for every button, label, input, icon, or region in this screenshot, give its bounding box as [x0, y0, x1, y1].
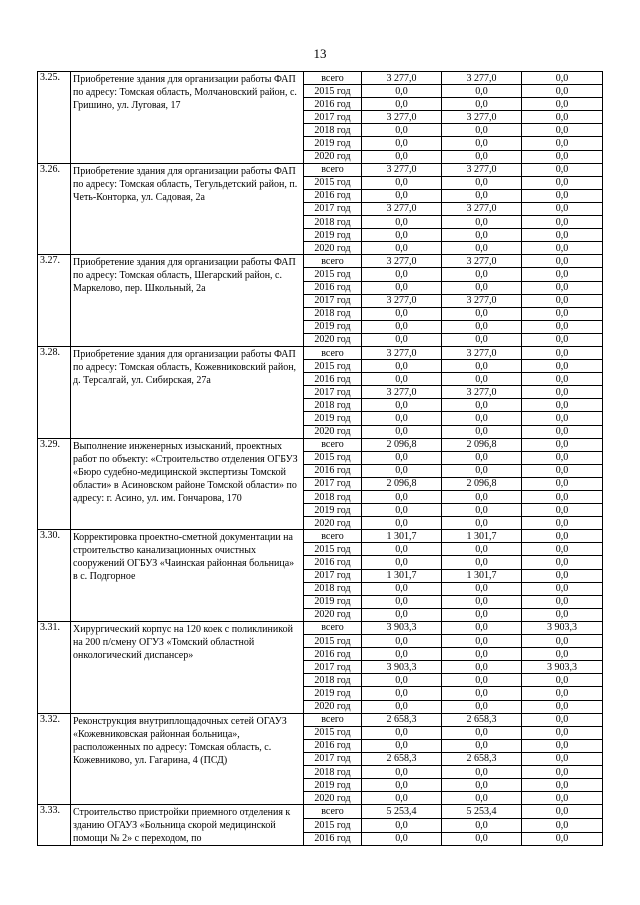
total-value: 0,0: [362, 687, 442, 700]
year-label: 2019 год: [304, 229, 362, 242]
year-label: 2015 год: [304, 635, 362, 648]
federal-budget-value: 0,0: [522, 150, 603, 163]
regional-budget-value: 0,0: [442, 399, 522, 412]
total-value: 1 301,7: [362, 569, 442, 582]
regional-budget-value: 0,0: [442, 700, 522, 713]
item-number: 3.30.: [38, 530, 71, 622]
regional-budget-value: 0,0: [442, 98, 522, 111]
total-value: 0,0: [362, 412, 442, 425]
federal-budget-value: 0,0: [522, 412, 603, 425]
federal-budget-value: 0,0: [522, 491, 603, 504]
year-label: 2019 год: [304, 504, 362, 517]
regional-budget-value: 1 301,7: [442, 569, 522, 582]
item-description: Приобретение здания для организации работы ФАП по адресу: Томская область, Молчановский район, с. Гришино, ул. Луговая, 17: [71, 72, 304, 164]
year-label: 2015 год: [304, 818, 362, 832]
regional-budget-value: 0,0: [442, 674, 522, 687]
year-label: всего: [304, 163, 362, 176]
regional-budget-value: 2 096,8: [442, 477, 522, 490]
regional-budget-value: 0,0: [442, 779, 522, 792]
total-value: 0,0: [362, 595, 442, 608]
federal-budget-value: 0,0: [522, 333, 603, 346]
federal-budget-value: 0,0: [522, 189, 603, 202]
regional-budget-value: 0,0: [442, 556, 522, 569]
regional-budget-value: 0,0: [442, 635, 522, 648]
regional-budget-value: 0,0: [442, 412, 522, 425]
year-label: 2017 год: [304, 386, 362, 399]
federal-budget-value: 0,0: [522, 595, 603, 608]
federal-budget-value: 0,0: [522, 517, 603, 530]
year-label: 2018 год: [304, 674, 362, 687]
total-value: 0,0: [362, 491, 442, 504]
year-label: 2019 год: [304, 137, 362, 150]
regional-budget-value: 0,0: [442, 543, 522, 556]
federal-budget-value: 0,0: [522, 72, 603, 85]
regional-budget-value: 0,0: [442, 504, 522, 517]
total-value: 0,0: [362, 635, 442, 648]
federal-budget-value: 0,0: [522, 779, 603, 792]
regional-budget-value: 0,0: [442, 687, 522, 700]
year-label: 2015 год: [304, 451, 362, 464]
total-value: 0,0: [362, 674, 442, 687]
federal-budget-value: 0,0: [522, 242, 603, 255]
year-label: 2015 год: [304, 726, 362, 739]
regional-budget-value: 3 277,0: [442, 346, 522, 359]
federal-budget-value: 0,0: [522, 85, 603, 98]
federal-budget-value: 0,0: [522, 137, 603, 150]
regional-budget-value: 3 277,0: [442, 72, 522, 85]
total-value: 0,0: [362, 360, 442, 373]
total-value: 0,0: [362, 818, 442, 832]
table-row: [38, 72, 603, 85]
year-label: 2020 год: [304, 242, 362, 255]
regional-budget-value: 0,0: [442, 242, 522, 255]
regional-budget-value: 0,0: [442, 85, 522, 98]
total-value: 0,0: [362, 320, 442, 333]
total-value: 0,0: [362, 504, 442, 517]
page-number: 13: [313, 46, 327, 61]
year-label: 2020 год: [304, 150, 362, 163]
year-label: 2019 год: [304, 595, 362, 608]
year-label: 2015 год: [304, 176, 362, 189]
year-label: 2016 год: [304, 189, 362, 202]
table-row: [38, 346, 603, 359]
year-label: 2018 год: [304, 124, 362, 137]
year-label: всего: [304, 346, 362, 359]
regional-budget-value: 0,0: [442, 229, 522, 242]
regional-budget-value: 0,0: [442, 281, 522, 294]
federal-budget-value: 0,0: [522, 818, 603, 832]
federal-budget-value: 0,0: [522, 805, 603, 819]
item-number: 3.32.: [38, 713, 71, 805]
total-value: 3 903,3: [362, 621, 442, 634]
total-value: 0,0: [362, 137, 442, 150]
federal-budget-value: 0,0: [522, 438, 603, 451]
regional-budget-value: 0,0: [442, 491, 522, 504]
total-value: 0,0: [362, 307, 442, 320]
regional-budget-value: 0,0: [442, 621, 522, 634]
total-value: 2 096,8: [362, 477, 442, 490]
total-value: 0,0: [362, 517, 442, 530]
regional-budget-value: 5 253,4: [442, 805, 522, 819]
year-label: 2020 год: [304, 700, 362, 713]
regional-budget-value: 0,0: [442, 373, 522, 386]
regional-budget-value: 0,0: [442, 726, 522, 739]
regional-budget-value: 2 096,8: [442, 438, 522, 451]
federal-budget-value: 0,0: [522, 752, 603, 765]
year-label: 2017 год: [304, 752, 362, 765]
federal-budget-value: 3 903,3: [522, 621, 603, 634]
federal-budget-value: 0,0: [522, 765, 603, 778]
total-value: 0,0: [362, 268, 442, 281]
total-value: 0,0: [362, 765, 442, 778]
total-value: 0,0: [362, 399, 442, 412]
federal-budget-value: 0,0: [522, 543, 603, 556]
total-value: 3 277,0: [362, 255, 442, 268]
total-value: 0,0: [362, 726, 442, 739]
federal-budget-value: 0,0: [522, 635, 603, 648]
total-value: 0,0: [362, 373, 442, 386]
federal-budget-value: 0,0: [522, 281, 603, 294]
federal-budget-value: 0,0: [522, 648, 603, 661]
regional-budget-value: 0,0: [442, 648, 522, 661]
item-description: Выполнение инженерных изысканий, проектных работ по объекту: «Строительство отделения ОГБУЗ «Бюро судебно-медицинской экспертизы Томской области» в Асиновском районе Томской области» по адресу: г. Асино, ул. им. Гончарова, 170: [71, 438, 304, 530]
year-label: всего: [304, 255, 362, 268]
year-label: 2020 год: [304, 333, 362, 346]
year-label: 2017 год: [304, 661, 362, 674]
regional-budget-value: 3 277,0: [442, 294, 522, 307]
regional-budget-value: 0,0: [442, 189, 522, 202]
total-value: 0,0: [362, 85, 442, 98]
total-value: 3 277,0: [362, 386, 442, 399]
federal-budget-value: 3 903,3: [522, 661, 603, 674]
year-label: 2017 год: [304, 477, 362, 490]
regional-budget-value: 0,0: [442, 595, 522, 608]
regional-budget-value: 3 277,0: [442, 163, 522, 176]
regional-budget-value: 0,0: [442, 176, 522, 189]
federal-budget-value: 0,0: [522, 98, 603, 111]
regional-budget-value: 0,0: [442, 464, 522, 477]
total-value: 0,0: [362, 281, 442, 294]
regional-budget-value: 0,0: [442, 661, 522, 674]
year-label: 2016 год: [304, 556, 362, 569]
year-label: 2015 год: [304, 85, 362, 98]
federal-budget-value: 0,0: [522, 346, 603, 359]
year-label: 2016 год: [304, 281, 362, 294]
total-value: 0,0: [362, 739, 442, 752]
table-row: [38, 713, 603, 726]
item-description: Приобретение здания для организации работы ФАП по адресу: Томская область, Шегарский район, с. Маркелово, пер. Школьный, 2а: [71, 255, 304, 347]
regional-budget-value: 0,0: [442, 608, 522, 621]
total-value: 1 301,7: [362, 530, 442, 543]
total-value: 0,0: [362, 464, 442, 477]
total-value: 0,0: [362, 451, 442, 464]
year-label: 2016 год: [304, 373, 362, 386]
regional-budget-value: 0,0: [442, 360, 522, 373]
budget-table: [37, 71, 603, 846]
item-description: Хирургический корпус на 120 коек с поликлиникой на 200 п/смену ОГУЗ «Томский областной онкологический диспансер»: [71, 621, 304, 713]
total-value: 0,0: [362, 700, 442, 713]
regional-budget-value: 1 301,7: [442, 530, 522, 543]
total-value: 0,0: [362, 229, 442, 242]
year-label: всего: [304, 438, 362, 451]
year-label: 2018 год: [304, 399, 362, 412]
federal-budget-value: 0,0: [522, 386, 603, 399]
table-row: [38, 438, 603, 451]
item-description: Реконструкция внутриплощадочных сетей ОГАУЗ «Кожевниковская районная больница», расположенных по адресу: Томская область, с. Кожевниково, ул. Гагарина, 4 (ПСД): [71, 713, 304, 805]
year-label: 2018 год: [304, 216, 362, 229]
year-label: 2016 год: [304, 98, 362, 111]
federal-budget-value: 0,0: [522, 504, 603, 517]
total-value: 0,0: [362, 242, 442, 255]
regional-budget-value: 0,0: [442, 320, 522, 333]
total-value: 3 903,3: [362, 661, 442, 674]
federal-budget-value: 0,0: [522, 687, 603, 700]
item-number: 3.33.: [38, 805, 71, 846]
total-value: 3 277,0: [362, 163, 442, 176]
total-value: 0,0: [362, 333, 442, 346]
table-row: [38, 621, 603, 634]
federal-budget-value: 0,0: [522, 216, 603, 229]
total-value: 3 277,0: [362, 346, 442, 359]
total-value: 0,0: [362, 425, 442, 438]
federal-budget-value: 0,0: [522, 229, 603, 242]
regional-budget-value: 0,0: [442, 451, 522, 464]
federal-budget-value: 0,0: [522, 739, 603, 752]
regional-budget-value: 0,0: [442, 124, 522, 137]
year-label: 2018 год: [304, 765, 362, 778]
regional-budget-value: 0,0: [442, 425, 522, 438]
regional-budget-value: 0,0: [442, 792, 522, 805]
regional-budget-value: 3 277,0: [442, 386, 522, 399]
federal-budget-value: 0,0: [522, 608, 603, 621]
total-value: 0,0: [362, 556, 442, 569]
item-description: Приобретение здания для организации работы ФАП по адресу: Томская область, Тегульдетский район, п. Четь-Конторка, ул. Садовая, 2а: [71, 163, 304, 255]
federal-budget-value: 0,0: [522, 556, 603, 569]
regional-budget-value: 0,0: [442, 832, 522, 846]
federal-budget-value: 0,0: [522, 255, 603, 268]
federal-budget-value: 0,0: [522, 451, 603, 464]
total-value: 0,0: [362, 543, 442, 556]
item-description: Корректировка проектно-сметной документации на строительство канализационных очистных сооружений ОГБУЗ «Чаинская районная больница» в с. Подгорное: [71, 530, 304, 622]
year-label: 2016 год: [304, 648, 362, 661]
regional-budget-value: 0,0: [442, 333, 522, 346]
item-number: 3.25.: [38, 72, 71, 164]
year-label: 2020 год: [304, 608, 362, 621]
federal-budget-value: 0,0: [522, 176, 603, 189]
total-value: 0,0: [362, 98, 442, 111]
regional-budget-value: 0,0: [442, 765, 522, 778]
total-value: 2 096,8: [362, 438, 442, 451]
year-label: 2018 год: [304, 491, 362, 504]
total-value: 0,0: [362, 582, 442, 595]
year-label: 2017 год: [304, 202, 362, 215]
federal-budget-value: 0,0: [522, 202, 603, 215]
table-row: [38, 530, 603, 543]
regional-budget-value: 0,0: [442, 268, 522, 281]
federal-budget-value: 0,0: [522, 373, 603, 386]
year-label: 2020 год: [304, 425, 362, 438]
year-label: 2017 год: [304, 294, 362, 307]
table-row: [38, 163, 603, 176]
federal-budget-value: 0,0: [522, 530, 603, 543]
total-value: 3 277,0: [362, 202, 442, 215]
total-value: 0,0: [362, 124, 442, 137]
year-label: 2015 год: [304, 543, 362, 556]
year-label: 2019 год: [304, 779, 362, 792]
total-value: 0,0: [362, 608, 442, 621]
year-label: 2020 год: [304, 517, 362, 530]
federal-budget-value: 0,0: [522, 477, 603, 490]
total-value: 0,0: [362, 189, 442, 202]
federal-budget-value: 0,0: [522, 163, 603, 176]
federal-budget-value: 0,0: [522, 320, 603, 333]
item-number: 3.27.: [38, 255, 71, 347]
federal-budget-value: 0,0: [522, 307, 603, 320]
regional-budget-value: 0,0: [442, 216, 522, 229]
year-label: всего: [304, 72, 362, 85]
year-label: 2019 год: [304, 320, 362, 333]
regional-budget-value: 0,0: [442, 818, 522, 832]
federal-budget-value: 0,0: [522, 111, 603, 124]
regional-budget-value: 2 658,3: [442, 713, 522, 726]
year-label: 2017 год: [304, 111, 362, 124]
year-label: 2016 год: [304, 464, 362, 477]
regional-budget-value: 0,0: [442, 150, 522, 163]
federal-budget-value: 0,0: [522, 399, 603, 412]
regional-budget-value: 0,0: [442, 137, 522, 150]
federal-budget-value: 0,0: [522, 726, 603, 739]
total-value: 3 277,0: [362, 294, 442, 307]
federal-budget-value: 0,0: [522, 360, 603, 373]
total-value: 2 658,3: [362, 752, 442, 765]
federal-budget-value: 0,0: [522, 582, 603, 595]
year-label: всего: [304, 530, 362, 543]
total-value: 0,0: [362, 176, 442, 189]
federal-budget-value: 0,0: [522, 124, 603, 137]
regional-budget-value: 0,0: [442, 307, 522, 320]
year-label: 2016 год: [304, 832, 362, 846]
year-label: 2020 год: [304, 792, 362, 805]
regional-budget-value: 0,0: [442, 582, 522, 595]
year-label: всего: [304, 713, 362, 726]
federal-budget-value: 0,0: [522, 569, 603, 582]
total-value: 3 277,0: [362, 111, 442, 124]
federal-budget-value: 0,0: [522, 425, 603, 438]
regional-budget-value: 0,0: [442, 517, 522, 530]
total-value: 0,0: [362, 150, 442, 163]
item-description: Строительство пристройки приемного отделения к зданию ОГАУЗ «Больница скорой медицинской помощи № 2» с переходом, по: [71, 805, 304, 846]
year-label: 2015 год: [304, 268, 362, 281]
regional-budget-value: 2 658,3: [442, 752, 522, 765]
federal-budget-value: 0,0: [522, 792, 603, 805]
item-number: 3.28.: [38, 346, 71, 438]
year-label: 2015 год: [304, 360, 362, 373]
total-value: 3 277,0: [362, 72, 442, 85]
federal-budget-value: 0,0: [522, 700, 603, 713]
federal-budget-value: 0,0: [522, 464, 603, 477]
item-description: Приобретение здания для организации работы ФАП по адресу: Томская область, Кожевниковский район, д. Терсалгай, ул. Сибирская, 27а: [71, 346, 304, 438]
table-row: [38, 255, 603, 268]
item-number: 3.29.: [38, 438, 71, 530]
item-number: 3.31.: [38, 621, 71, 713]
federal-budget-value: 0,0: [522, 713, 603, 726]
total-value: 0,0: [362, 216, 442, 229]
federal-budget-value: 0,0: [522, 294, 603, 307]
year-label: 2017 год: [304, 569, 362, 582]
table-row: [38, 805, 603, 819]
regional-budget-value: 3 277,0: [442, 111, 522, 124]
total-value: 0,0: [362, 832, 442, 846]
year-label: 2019 год: [304, 412, 362, 425]
year-label: 2019 год: [304, 687, 362, 700]
regional-budget-value: 3 277,0: [442, 255, 522, 268]
federal-budget-value: 0,0: [522, 674, 603, 687]
regional-budget-value: 0,0: [442, 739, 522, 752]
total-value: 0,0: [362, 779, 442, 792]
item-number: 3.26.: [38, 163, 71, 255]
federal-budget-value: 0,0: [522, 832, 603, 846]
regional-budget-value: 3 277,0: [442, 202, 522, 215]
year-label: всего: [304, 805, 362, 819]
year-label: 2018 год: [304, 307, 362, 320]
total-value: 0,0: [362, 648, 442, 661]
year-label: 2016 год: [304, 739, 362, 752]
year-label: всего: [304, 621, 362, 634]
total-value: 0,0: [362, 792, 442, 805]
federal-budget-value: 0,0: [522, 268, 603, 281]
total-value: 5 253,4: [362, 805, 442, 819]
year-label: 2018 год: [304, 582, 362, 595]
total-value: 2 658,3: [362, 713, 442, 726]
